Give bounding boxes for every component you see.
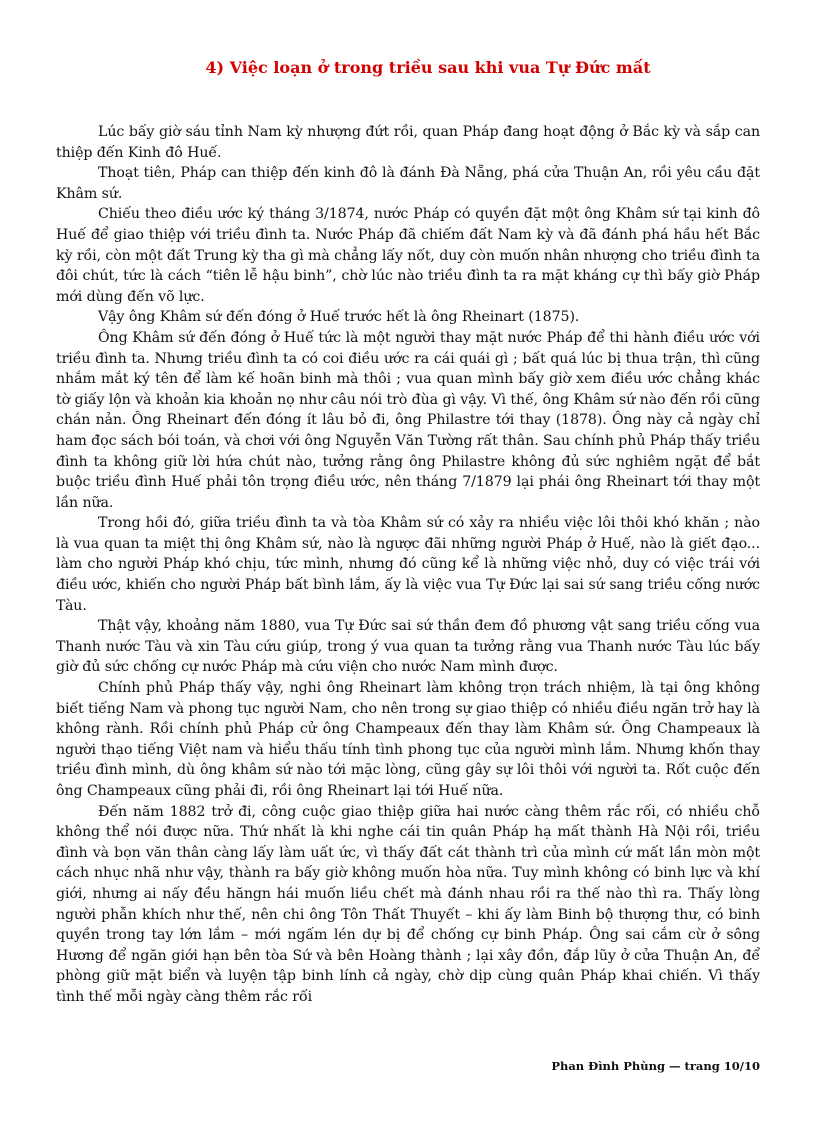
paragraph: Chính phủ Pháp thấy vậy, nghi ông Rheinart làm không trọn trách nhiệm, là tại ông không biết tiếng Nam và phong tục người Nam, cho nên trong sự giao thiệp có nhiều điều ngăn trở hay là không rành. Rồi chính phủ Pháp cử ông Champeaux đến thay làm Khâm sứ. Ông Champeaux là người thạo tiếng Việt nam và hiểu thấu tính tình phong tục của người mình lắm. Nhưng khốn thay triều đình mình, dù ông khâm sứ nào tới mặc lòng, cũng gây sự lôi thôi với người ta. Rốt cuộc đến ông Champeaux cũng phải đi, rồi ông Rheinart lại tới Huế nữa. <box>56 680 760 799</box>
paragraph: Chiếu theo điều ước ký tháng 3/1874, nước Pháp có quyền đặt một ông Khâm sứ tại kinh đô Huế để giao thiệp với triều đình ta. Nước Pháp đã chiếm đất Nam kỳ và đã đánh phá hầu hết Bắc kỳ rồi, còn một đất Trung kỳ tha gì mà chẳng lấy nốt, duy còn muốn nhân nhượng cho triều đình ta đôi chút, tức là cách “tiên lễ hậu binh”, chờ lúc nào triều đình ta ra mặt kháng cự thì bấy giờ Pháp mới dùng đến võ lực. <box>56 206 760 305</box>
paragraph: Ông Khâm sứ đến đóng ở Huế tức là một người thay mặt nước Pháp để thi hành điều ước với triều đình ta. Nhưng triều đình ta có coi điều ước ra cái quái gì ; bất quá lúc bị thua trận, thì cũng nhắm mắt ký tên để làm kế hoãn binh mà thôi ; vua quan mình bấy giờ xem điều ước chẳng khác tờ giấy lộn và khoản kia khoản nọ như câu nói trò đùa gì vậy. Vì thế, ông Khâm sứ nào đến rồi cũng chán nản. Ông Rheinart đến đóng ít lâu bỏ đi, ông Philastre tới thay (1878). Ông này cả ngày chỉ ham đọc sách bói toán, và chơi với ông Nguyễn Văn Tường rất thân. Sau chính phủ Pháp thấy triều đình ta không giữ lời hứa chút nào, tưởng rằng ông Philastre không đủ sức nghiêm ngặt để bắt buộc triều đình Huế phải tôn trọng điều ước, nên tháng 7/1879 lại phái ông Rheinart tới thay một lần nữa. <box>56 329 760 511</box>
paragraph: Thật vậy, khoảng năm 1880, vua Tự Đức sai sứ thần đem đồ phương vật sang triều cống vua Thanh nước Tàu và xin Tàu cứu giúp, trong ý vua quan ta tưởng rằng vua Thanh nước Tàu lúc bấy giờ đủ sức chống cự nước Pháp mà cứu viện cho nước Nam mình được. <box>56 618 760 676</box>
paragraph: Vậy ông Khâm sứ đến đóng ở Huế trước hết là ông Rheinart (1875). <box>98 309 580 326</box>
document-body <box>56 122 760 1008</box>
paragraph: Thoạt tiên, Pháp can thiệp đến kinh đô là đánh Đà Nẵng, phá cửa Thuận An, rồi yêu cầu đặt Khâm sứ. <box>56 165 760 202</box>
section-title: 4) Việc loạn ở trong triều sau khi vua Tự Đức mất <box>205 58 651 77</box>
paragraph: Đến năm 1882 trở đi, công cuộc giao thiệp giữa hai nước càng thêm rắc rối, có nhiều chỗ không thể nói được nữa. Thứ nhất là khi nghe cái tin quân Pháp hạ mất thành Hà Nội rồi, triều đình và bọn văn thân càng lấy làm uất ức, vì thấy đất cát thành trì của mình cứ mất lần mòn một cách nhục nhã như vậy, thành ra bấy giờ không muốn hòa nữa. Tuy mình không có binh lực và khí giới, nhưng ai nấy đều hăngn hái muốn liều chết mà đánh nhau rồi ra thế nào thì ra. Thấy lòng người phẫn khích như thế, nên chi ông Tôn Thất Thuyết – khi ấy làm Binh bộ thượng thư, có binh quyền trong tay lớn lắm – mới ngấm lén dự bị để chống cự binh Pháp. Ông sai cắm cừ ở sông Hương để ngăn giới hạn bên tòa Sứ và bên Hoàng thành ; lại xây đồn, đắp lũy ở cửa Thuận An, để phòng giữ mặt biển và luyện tập binh lính cả ngày, chờ dịp cùng quân Pháp khai chiến. Vì thấy tình thế mỗi ngày càng thêm rắc rối <box>56 803 760 1005</box>
paragraph: Trong hồi đó, giữa triều đình ta và tòa Khâm sứ có xảy ra nhiều việc lôi thôi khó khăn ; nào là vua quan ta miệt thị ông Khâm sứ, nào là ngược đãi những người Pháp ở Huế, nào là giết đạo... làm cho người Pháp khó chịu, tức mình, nhưng đó cũng kể là những việc nhỏ, duy có việc trái với điều ước, khiến cho người Pháp bất bình lắm, ấy là việc vua Tự Đức lại sai sứ sang triều cống nước Tàu. <box>56 515 760 614</box>
page-footer: Phan Đình Phùng — trang 10/10 <box>551 1059 760 1073</box>
paragraph: Lúc bấy giờ sáu tỉnh Nam kỳ nhượng đứt rồi, quan Pháp đang hoạt động ở Bắc kỳ và sắp can thiệp đến Kinh đô Huế. <box>56 124 760 161</box>
